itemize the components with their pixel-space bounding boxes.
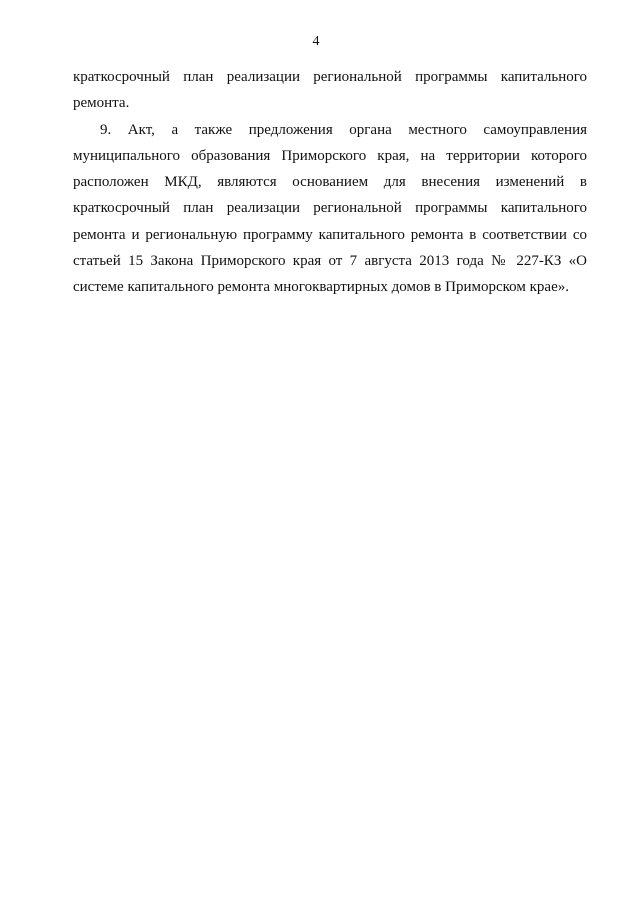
paragraph-continuation: краткосрочный план реализации региональной программы капитального ремонта. (73, 69, 587, 112)
document-body (73, 64, 587, 301)
paragraph-item-9: 9. Акт, а также предложения органа местного самоуправления муниципального образования Приморского края, на территории которого расположен МКД, являются основанием для внесения изменений в краткосрочный план реализации региональной программы капитального ремонта и региональную программу капитального ремонта в соответствии со статьей 15 Закона Приморского края от 7 августа 2013 года № 227-КЗ «О системе капитального ремонта многоквартирных домов в Приморском крае». (73, 121, 587, 296)
page-number: 4 (312, 34, 320, 49)
